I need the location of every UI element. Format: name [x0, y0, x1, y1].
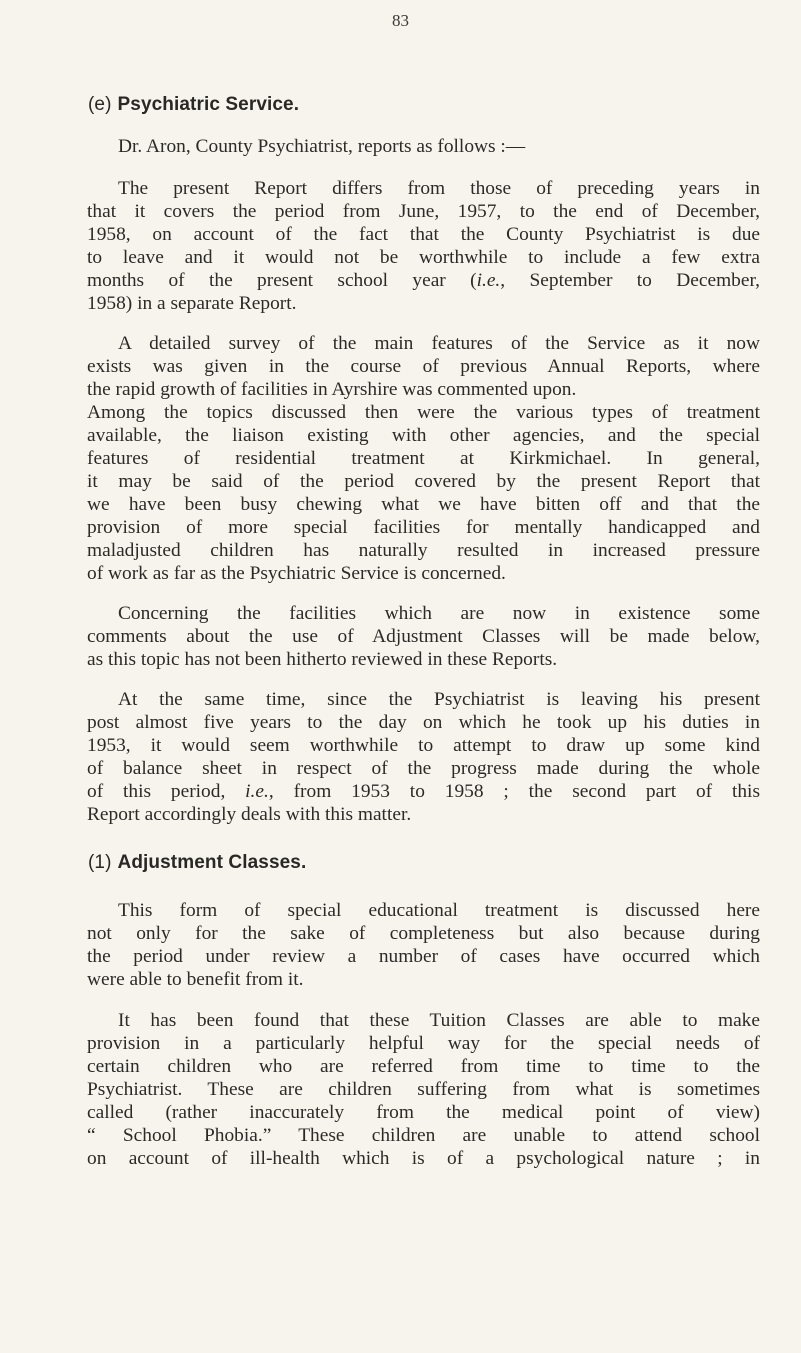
- text-line: At the same time, since the Psychiatrist is leaving his present: [118, 689, 760, 710]
- section-heading-psychiatric-service: [88, 94, 299, 116]
- text-line: The present Report differs from those of preceding years in: [118, 178, 760, 199]
- text-line: provision of more special facilities for mentally handicapped and: [87, 517, 760, 538]
- text-line: “ School Phobia.” These children are unable to attend school: [87, 1125, 760, 1146]
- text-line: comments about the use of Adjustment Classes will be made below,: [87, 626, 760, 647]
- text-line: we have been busy chewing what we have bitten off and that the: [87, 494, 760, 515]
- text-line: of balance sheet in respect of the progress made during the whole: [87, 758, 760, 779]
- text-line: the period under review a number of cases have occurred which: [87, 946, 760, 967]
- section-marker: (e): [88, 94, 112, 115]
- text-line: of work as far as the Psychiatric Service is concerned.: [87, 563, 506, 584]
- text-line: months of the present school year (i.e., September to December,: [87, 270, 760, 291]
- text-line: it may be said of the period covered by the present Report that: [87, 471, 760, 492]
- text-line: post almost five years to the day on which he took up his duties in: [87, 712, 760, 733]
- text-line: This form of special educational treatment is discussed here: [118, 900, 760, 921]
- section-heading-adjustment-classes: [88, 852, 306, 874]
- text-line: that it covers the period from June, 1957, to the end of December,: [87, 201, 760, 222]
- text-line: were able to benefit from it.: [87, 969, 304, 990]
- text-line: 1953, it would seem worthwhile to attempt to draw up some kind: [87, 735, 760, 756]
- section-title: Adjustment Classes.: [117, 852, 307, 873]
- text-line: features of residential treatment at Kirkmichael. In general,: [87, 448, 760, 469]
- text-line: Report accordingly deals with this matter.: [87, 804, 412, 825]
- text-line: Among the topics discussed then were the various types of treatment: [87, 402, 760, 423]
- text-line: certain children who are referred from time to time to the: [87, 1056, 760, 1077]
- intro-line: Dr. Aron, County Psychiatrist, reports as follows :—: [118, 136, 526, 157]
- text-line: the rapid growth of facilities in Ayrshire was commented upon.: [87, 379, 577, 400]
- text-line: It has been found that these Tuition Classes are able to make: [118, 1010, 760, 1031]
- text-line: available, the liaison existing with other agencies, and the special: [87, 425, 760, 446]
- section-title: Psychiatric Service.: [117, 94, 300, 115]
- text-line: provision in a particularly helpful way for the special needs of: [87, 1033, 760, 1054]
- text-line: exists was given in the course of previous Annual Reports, where: [87, 356, 760, 377]
- text-line: A detailed survey of the main features of the Service as it now: [118, 333, 760, 354]
- section-marker: (1): [88, 852, 112, 873]
- text-line: 1958) in a separate Report.: [87, 293, 297, 314]
- page-number: 83: [392, 11, 409, 30]
- text-line: as this topic has not been hitherto reviewed in these Reports.: [87, 649, 558, 670]
- text-line: called (rather inaccurately from the medical point of view): [87, 1102, 760, 1123]
- text-line: to leave and it would not be worthwhile to include a few extra: [87, 247, 760, 268]
- text-line: on account of ill-health which is of a psychological nature ; in: [87, 1148, 760, 1169]
- text-line: maladjusted children has naturally resulted in increased pressure: [87, 540, 760, 561]
- text-line: not only for the sake of completeness but also because during: [87, 923, 760, 944]
- text-line: of this period, i.e., from 1953 to 1958 ; the second part of this: [87, 781, 760, 802]
- text-line: Psychiatrist. These are children suffering from what is sometimes: [87, 1079, 760, 1100]
- text-line: 1958, on account of the fact that the County Psychiatrist is due: [87, 224, 760, 245]
- text-line: Concerning the facilities which are now in existence some: [118, 603, 760, 624]
